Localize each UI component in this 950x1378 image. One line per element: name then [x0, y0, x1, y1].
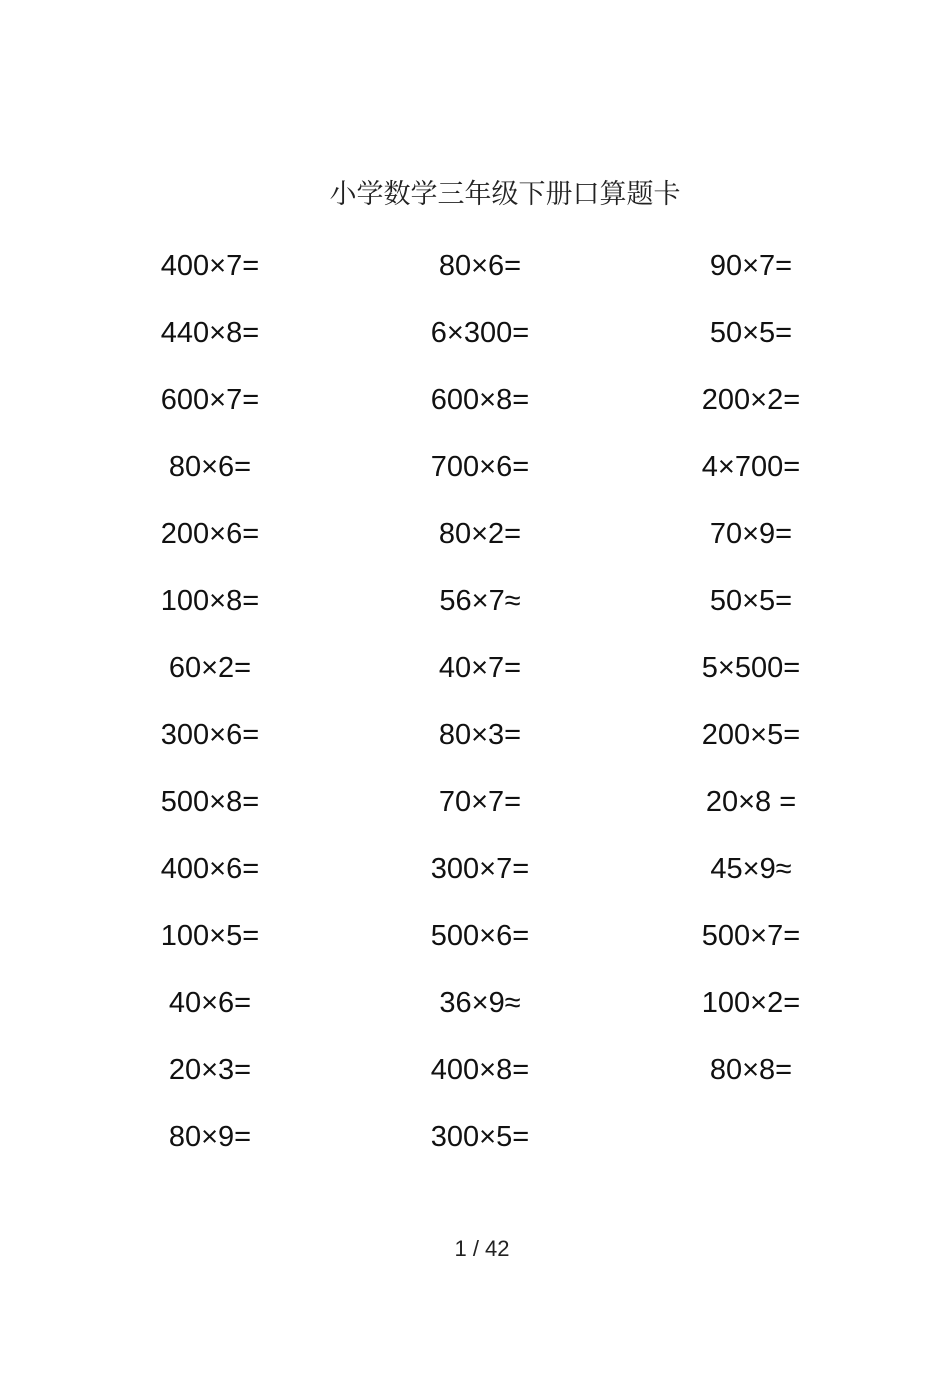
problem-c1-r13: 20×3=	[168, 1054, 252, 1086]
page-number: 1 / 42	[454, 1236, 510, 1261]
problem-c2-r4: 700×6=	[430, 451, 530, 483]
problem-c1-r14: 80×9=	[168, 1121, 252, 1153]
problem-c1-r1: 400×7=	[160, 250, 260, 282]
problem-c2-r10: 300×7=	[430, 853, 530, 885]
problem-c3-r13: 80×8=	[709, 1054, 793, 1086]
problem-c1-r9: 500×8=	[160, 786, 260, 818]
problem-c3-r8: 200×5=	[701, 719, 801, 751]
problem-c3-r12: 100×2=	[701, 987, 801, 1019]
problem-c1-r3: 600×7=	[160, 384, 260, 416]
problem-c1-r11: 100×5=	[160, 920, 260, 952]
problem-c3-r6: 50×5=	[709, 585, 793, 617]
problem-c3-r2: 50×5=	[709, 317, 793, 349]
problem-c2-r2: 6×300=	[430, 317, 530, 349]
problem-c2-r13: 400×8=	[430, 1054, 530, 1086]
problem-c2-r9: 70×7=	[438, 786, 522, 818]
problem-c2-r1: 80×6=	[438, 250, 522, 282]
problem-c3-r7: 5×500=	[701, 652, 801, 684]
problem-c2-r3: 600×8=	[430, 384, 530, 416]
problem-c3-r10: 45×9≈	[710, 853, 792, 885]
problem-c3-r11: 500×7=	[701, 920, 801, 952]
problem-c1-r5: 200×6=	[160, 518, 260, 550]
problem-c1-r10: 400×6=	[160, 853, 260, 885]
problem-c3-r3: 200×2=	[701, 384, 801, 416]
problem-c3-r1: 90×7=	[709, 250, 793, 282]
problem-c2-r11: 500×6=	[430, 920, 530, 952]
problem-c2-r7: 40×7=	[438, 652, 522, 684]
problem-c3-r9: 20×8 =	[705, 786, 797, 818]
problem-c2-r6: 56×7≈	[439, 585, 521, 617]
problem-c3-r4: 4×700=	[701, 451, 801, 483]
problem-c1-r2: 440×8=	[160, 317, 260, 349]
problem-c2-r8: 80×3=	[438, 719, 522, 751]
worksheet-title: 小学数学三年级下册口算题卡	[329, 179, 681, 210]
problem-c1-r12: 40×6=	[168, 987, 252, 1019]
problem-c3-r5: 70×9=	[709, 518, 793, 550]
problem-c1-r7: 60×2=	[168, 652, 252, 684]
problem-c2-r12: 36×9≈	[439, 987, 521, 1019]
problem-c2-r14: 300×5=	[430, 1121, 530, 1153]
problem-c1-r6: 100×8=	[160, 585, 260, 617]
problem-c1-r4: 80×6=	[168, 451, 252, 483]
problem-c1-r8: 300×6=	[160, 719, 260, 751]
problem-c2-r5: 80×2=	[438, 518, 522, 550]
